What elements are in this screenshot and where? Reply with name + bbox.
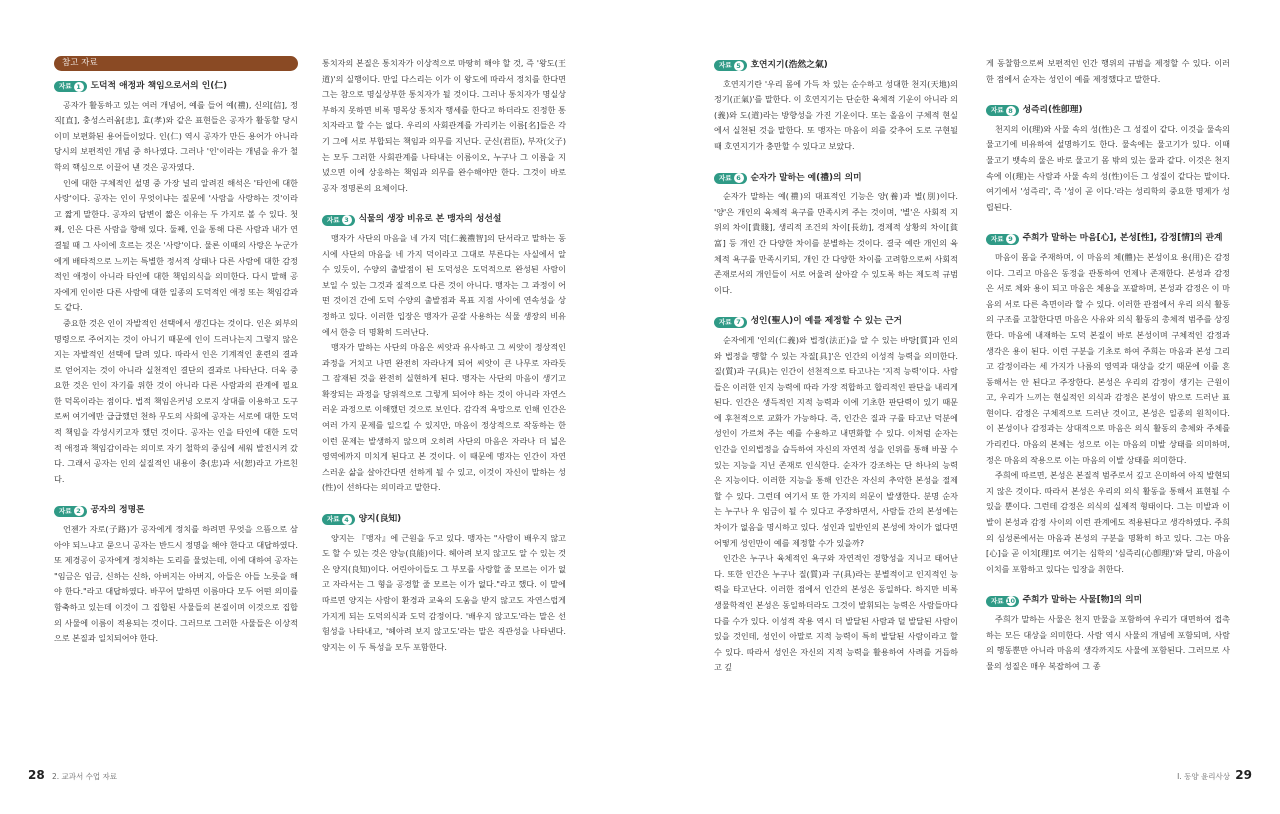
paragraph: 순자에게 '인의(仁義)와 법정(法正)을 알 수 있는 바탕[質]과 인의와 법정을 행할 수 있는 자질[具]'은 인간의 이성적 능력을 의미한다. 질(質)과 구(具)는 인간이 선천적으로 타고나는 '지적 능력'이다. 사람들은 이러한 인지 능력에 따라 가장 적합하고 합리적인 판단을 내리게 된다. 인간은 생득적인 지적 능력과 이에 기초한 판단력이 있기 때문에 후천적으로 교화가 가능하다. 즉, 인간은 질과 구를 타고난 덕분에 성인이 가르쳐 주는 예를 수용하고 내면화할 수 있다. 이처럼 순자는 인간을 인의법정을 습득하여 자신의 자연적 성을 인위를 통해 바꿀 수 있는 지능을 지닌 존재로 인식한다. 순자가 강조하는 단 하나의 능력은 지능이다. 이러한 지능을 통해 인간은 자신의 추악한 본성을 절제할 수 있다. 그런데 여기서 또 한 가지의 의문이 발생한다. 분명 순자는 누구나 우 임금이 될 수 있다고 주장하면서, 사람들 간의 본성에는 차이가 없음을 명시하고 있다. 성인과 일반인의 본성에 차이가 없다면 어떻게 성인만이 예를 제정할 수가 있을까?	[714, 334, 958, 548]
section-heading-10	[986, 593, 1230, 609]
paragraph: 통치자의 본질은 통치자가 이상적으로 마땅히 해야 할 것, 즉 '왕도(王道)'의 실행이다. 만일 다스리는 이가 이 왕도에 따라서 정치를 한다면 그는 참으로 명실상부한 통치자가 될 것이다. 그러나 통치자가 명실상부하지 못하면 비록 명목상 통치자 행세를 한다고 하더라도 진정한 통치자라고 할 수는 없다. 우리의 사회관계를 가리키는 이름[名]들은 각기 그에 서로 부합되는 책임과 의무를 지닌다. 군신(君臣), 부자(父子)는 모두 그러한 사회관계를 나타내는 이름이오, 누구나 그 이름을 지녔으면 이에 상응하는 책임과 의무를 완수해야만 한다. 그것이 바로 공자 정명론의 요체이다.	[322, 58, 566, 193]
paragraph: 인에 대한 구체적인 설명 중 가장 널리 알려진 해석은 '타인에 대한 사랑'이다. 공자는 인이 무엇이냐는 질문에 '사람을 사랑하는 것'이라고 짧게 말한다. 공자의 답변이 짧은 이유는 두 가지로 볼 수 있다. 첫째, 인은 다른 사람을 향해 있다. 둘째, 인을 통해 다른 사람과 내가 연결될 때 그 사이에 흐르는 것은 '사랑'이다. 물론 이때의 사랑은 누군가에게 배타적으로 느끼는 특별한 정서적 상태나 다른 사람에 대한 감정적인 애정이 아니라 타인에 대한 책임의식을 의미한다. 다시 말해 공자에게 인이란 다른 사람에 대한 일종의 도덕적인 애정 또는 책임감과도 같다.	[54, 177, 298, 313]
section-badge: 자료 2	[54, 506, 87, 517]
footer-right: I. 동양 윤리사상	[1177, 772, 1230, 781]
section-title: 성즉리(性卽理)	[1022, 105, 1083, 116]
section-title: 성인(聖人)이 예를 제정할 수 있는 근거	[750, 316, 902, 327]
section-badge: 자료 3	[322, 215, 355, 226]
paragraph: 주희가 말하는 사물은 천지 만물을 포함하여 우리가 대면하여 접촉하는 모든 대상을 의미한다. 사람 역시 사물의 개념에 포함되며, 사람의 행동뿐만 아니라 마음의 생각까지도 사물에 포함된다. 그러므로 사물의 성질은 매우 복잡하여 그 종	[986, 614, 1230, 671]
section-badge: 자료 9	[986, 234, 1019, 245]
paragraph: 호연지기란 '우리 몸에 가득 차 있는 순수하고 성대한 천지(天地)의 정기(正氣)'를 말한다. 이 호연지기는 단순한 육체적 기운이 아니라 의(義)와 도(道)라는 방향성을 가진 기운이다. 또는 올음이 구체적 현실에서 실천된 것을 말한다. 또 맹자는 마음이 의를 갖추어 도로 구현될 때 호연지기가 충만할 수 있다고 보았다.	[714, 78, 958, 151]
column-1	[54, 56, 298, 647]
section-title: 호연지기(浩然之氣)	[750, 60, 828, 70]
paragraph: 맹자가 사단의 마음을 네 가지 덕[仁義禮智]의 단서라고 말하는 동시에 사단의 마음을 네 가지 덕이라고 그대로 부른다는 사실에서 알 수 있듯이, 수양의 출발점이 된 도덕성은 도덕적으로 완성된 사람이 보일 수 있는 그것과 질적으로 다른 것이 아니다. 맹자는 그 과정이 어떤 것이건 간에 도덕 수양의 출발점과 목표 지점 사이에 연속성을 상정하고 있다. 이러한 입장은 맹자가 곧잘 사용하는 식물 생장의 비유에서 한층 더 명확히 드러난다.	[322, 232, 566, 337]
section-badge: 자료 1	[54, 81, 87, 92]
paragraph: 양지는 『맹자』에 근원을 두고 있다. 맹자는 "사람이 배우지 않고도 할 수 있는 것은 양능(良能)이다. 헤아려 보지 않고도 알 수 있는 것은 양지(良知)이다. 어린아이들도 그 부모를 사랑할 줄 모르는 이가 없고 자라서는 그 형을 공경할 줄 모르는 이가 없다."라고 했다. 이 말에 따르면 양지는 사람이 환경과 교육의 도움을 받지 않고도 자연스럽게 가지게 되는 도덕의식과 도덕 감정이다. '배우지 않고도'라는 말은 선험성을 나타내고, '헤아려 보지 않고도'라는 말은 직관성을 나타낸다. 양지는 이 두 특성을 모두 포함한다.	[322, 532, 566, 652]
section-heading-5	[714, 58, 958, 74]
section-heading-2	[54, 503, 298, 519]
paragraph: 게 동찰함으로써 보편적인 인간 행위의 규범을 제정할 수 있다. 이러한 점에서 순자는 성인이 예를 제정했다고 말한다.	[986, 58, 1230, 84]
paragraph: 공자가 활동하고 있는 여러 개념어, 예를 들어 예(禮), 신의[信], 정직[直], 충성스러움[忠], 효(孝)와 같은 표현들은 공자가 활동할 당시 이미 보편화된 용어들이었다. 인(仁) 역시 공자가 만든 용어가 아니라 당시의 보편적인 개념 중 하나였다. 그러나 '인'이라는 개념을 유가 철학의 핵심으로 이끌어 낸 것은 공자였다.	[54, 99, 298, 172]
section-title: 식물의 생장 비유로 본 맹자의 성선설	[358, 214, 502, 225]
column-3	[714, 56, 958, 676]
paragraph: 언젠가 자로(子路)가 공자에게 정치를 하려면 무엇을 으뜸으로 삼아야 되느냐고 묻으니 공자는 반드시 정명을 해야 한다고 대답하였다. 또 제경공이 공자에게 정치하는 도리를 물었는데, 이에 대하여 공자는 "임금은 임금, 신하는 신하, 아버지는 아버지, 아들은 아들 노릇을 해야 한다."라고 대답하였다. 바꾸어 말하면 이름마다 모두 어떤 의미를 함축하고 있는데 이것이 그 집합된 사물들의 본질이며 이것으로 집합의 사물에 이름이 적용되는 것이다. 그러므로 그러한 사물들은 이상적으로 본질과 일치되어야 한다.	[54, 524, 298, 644]
section-heading-7	[714, 314, 958, 330]
section-badge: 자료 7	[714, 317, 747, 328]
paragraph: 천지의 이(理)와 사물 속의 성(性)은 그 성질이 같다. 이것을 물속의 물고기에 비유하여 설명하기도 한다. 물속에는 물고기가 있다. 이때 물고기 뱃속의 물은 바로 물고기 몸 밖의 있는 물과 같다. 이것은 천지 속에 이(理)는 사람과 사물 속의 성(性)이든 그 성질이 같다는 말이다. 여기에서 '성즉리', 즉 '성이 곧 이다.'라는 성리학의 중요한 명제가 성립된다.	[986, 123, 1230, 212]
paragraph: 마음이 몸을 주재하며, 이 마음의 체(體)는 본성이요 용(用)은 감정이다. 그리고 마음은 동정을 관통하여 언제나 존재한다. 본성과 감정은 서로 체와 용이 되고 마음은 체용을 포괄하며, 본성과 감정은 이 마음의 서로 다른 측면이라 할 수 있다. 이러한 관점에서 우리 의식 활동의 구조를 고찰한다면 마음은 사유와 의식 활동의 총체적 범주를 상징한다. 마음에 내재하는 도덕 본질이 바로 본성이며 구체적인 감정과 생각은 용이 된다. 이런 구분을 기초로 하여 주희는 마음과 본성 그리고 감정이라는 세 가지가 나름의 영역과 대상을 갖기 때문에 이를 혼동해서는 안 된다고 주장한다. 본성은 우리의 감정이 생기는 근원이고, 우리가 느끼는 현실적인 의식과 감정은 본성이 밖으로 드러난 표현이다. 감정은 구체적으로 드러난 것이고, 본성은 일종의 원칙이다. 이 본성이나 감정과는 상대적으로 마음은 의식 활동의 총체와 주체를 가리킨다. 마음의 본체는 성으로 이는 마음의 미발 상태를 의미하며, 정은 마음의 작용으로 이는 마음의 이발 상태를 의미한다.	[986, 251, 1230, 465]
section-badge: 자료 4	[322, 514, 355, 525]
paragraph: 인간은 누구나 육체적인 욕구와 자연적인 경향성을 지니고 태어난다. 또한 인간은 누구나 질(質)과 구(具)라는 분별적이고 인지적인 능력을 타고난다. 이러한 점에서 인간의 본성은 동일하다. 하지만 비록 생물학적인 본성은 동일하더라도 그것이 발휘되는 능력은 사람들마다 다를 수가 있다. 이성적 작용 역시 더 발달된 사람과 덜 발달된 사람이 있을 것인데, 성인이 아말로 지적 능력이 특히 발달된 사람이라고 할 수 있다. 따라서 성인은 자신의 지적 능력을 활용하여 사려를 거듭하고 깊	[714, 553, 958, 673]
paragraph: 맹자가 말하는 사단의 마음은 씨앗과 유사하고 그 씨앗이 정상적인 과정을 거치고 나면 완전히 자라나게 되어 씨앗이 큰 나무로 자라듯 그 잠재된 것을 완전히 실현하게 된다. 맹자는 사단의 마음이 생기고 확장되는 과정을 당위적으로 그렇게 되어야 하는 것이 아니라 자연스러운 과정으로 이해했던 것으로 보인다. 감각적 욕망으로 인해 인간은 여러 가지 문제를 일으킬 수 있지만, 마음이 정상적으로 작동하는 한 이런 문제는 발생하지 않으며 오히려 사단의 마음은 자라나 더 넓은 영역에까지 미치게 된다고 본 것이다. 이 때문에 맹자는 인간이 자연스러운 삶을 살아간다면 선하게 될 수 있고, 이것이 자신이 말하는 성(性)이 선하다는 의미라고 말한다.	[322, 342, 566, 493]
section-heading-6	[714, 171, 958, 187]
section-heading-1	[54, 79, 298, 95]
section-heading-9	[986, 231, 1230, 247]
page-number-left: 28	[28, 768, 45, 782]
section-badge: 자료 8	[986, 105, 1019, 116]
reference-header: 참고 자료	[54, 56, 298, 71]
paragraph: 순자가 말하는 예(禮)의 대표적인 기능은 양(養)과 별(別)이다. '양'은 개인의 육체적 욕구를 만족시켜 주는 것이며, '별'은 사회적 지위의 차이[貴賤], 생리적 조건의 차이[長幼], 경제적 상황의 차이[貧富] 등 개인 간 다양한 차이를 분별하는 것이다. 결국 예란 개인의 육체적 욕구를 만족시키되, 개인 간 다양한 차이를 고려함으로써 사회적 존재로서의 개인들이 서로 어울려 살아갈 수 있도록 하는 제도적 규범이다.	[714, 191, 958, 295]
section-heading-4	[322, 512, 566, 528]
column-2	[322, 56, 566, 655]
section-badge: 자료 5	[714, 60, 747, 71]
paragraph: 중요한 것은 인이 자발적인 선택에서 생긴다는 것이다. 인은 외부의 명령으로 주어지는 것이 아니기 때문에 인이 드러나는지 그렇지 않은지는 자발적인 선택에 달려 있다. 따라서 인은 기계적인 훈련의 결과로 얻어지는 것이 아니라 실천적인 결단의 결과로 나타난다. 더욱 중요한 것은 인이 자기를 위한 것이 아니라 다른 사람과의 관계에 필요한 덕목이라는 점이다. 법적 책임은커녕 오로지 상대를 이용하고 도구로써 여기에만 급급했던 천하 무도의 사회에 공자는 서로에 대한 도덕적 책임을 각성시키고자 했던 것이다. 공자는 인을 타인에 대한 도덕적 애정과 책임감이라는 의미로 자기 철학의 중심에 세워 발전시켜 갔다. 그래서 공자는 인의 실질적인 내용이 충(忠)과 서(恕)라고 가르친다.	[54, 317, 298, 484]
section-heading-8	[986, 103, 1230, 119]
page-number-right: 29	[1235, 768, 1252, 782]
section-heading-3	[322, 212, 566, 228]
section-title: 양지(良知)	[358, 514, 402, 525]
section-title: 주희가 말하는 사물[物]의 의미	[1022, 595, 1143, 606]
paragraph: 주희에 따르면, 본성은 본질적 범주로서 깊고 은미하여 아직 발현되지 않은 것이다. 따라서 본성은 우리의 의식 활동을 통해서 표현될 수 있을 뿐이다. 그런데 감정은 의식의 실제적 형태이다. 그는 미발과 이발이 본성과 감정 사이의 이런 관계에도 적용된다고 생각하였다. 주희의 심성론에서는 마음과 본성의 구분을 명확히 하고 있다. 그는 마음[心]을 곧 이치[理]로 여기는 심학의 '심즉리(心卽理)'와 달리, 마음이 이치를 포함하고 있다는 입장을 취한다.	[986, 470, 1230, 574]
section-badge: 자료 10	[986, 596, 1019, 607]
section-title: 도덕적 애정과 책임으로서의 인(仁)	[90, 81, 228, 91]
section-title: 순자가 말하는 예(禮)의 의미	[750, 172, 862, 183]
footer-left: 2. 교과서 수업 자료	[52, 772, 118, 781]
section-title: 주희가 말하는 마음[心], 본성[性], 감정[情]의 관계	[1022, 233, 1223, 244]
column-4	[986, 56, 1230, 674]
section-badge: 자료 6	[714, 173, 747, 184]
section-title: 공자의 정명론	[90, 505, 145, 516]
